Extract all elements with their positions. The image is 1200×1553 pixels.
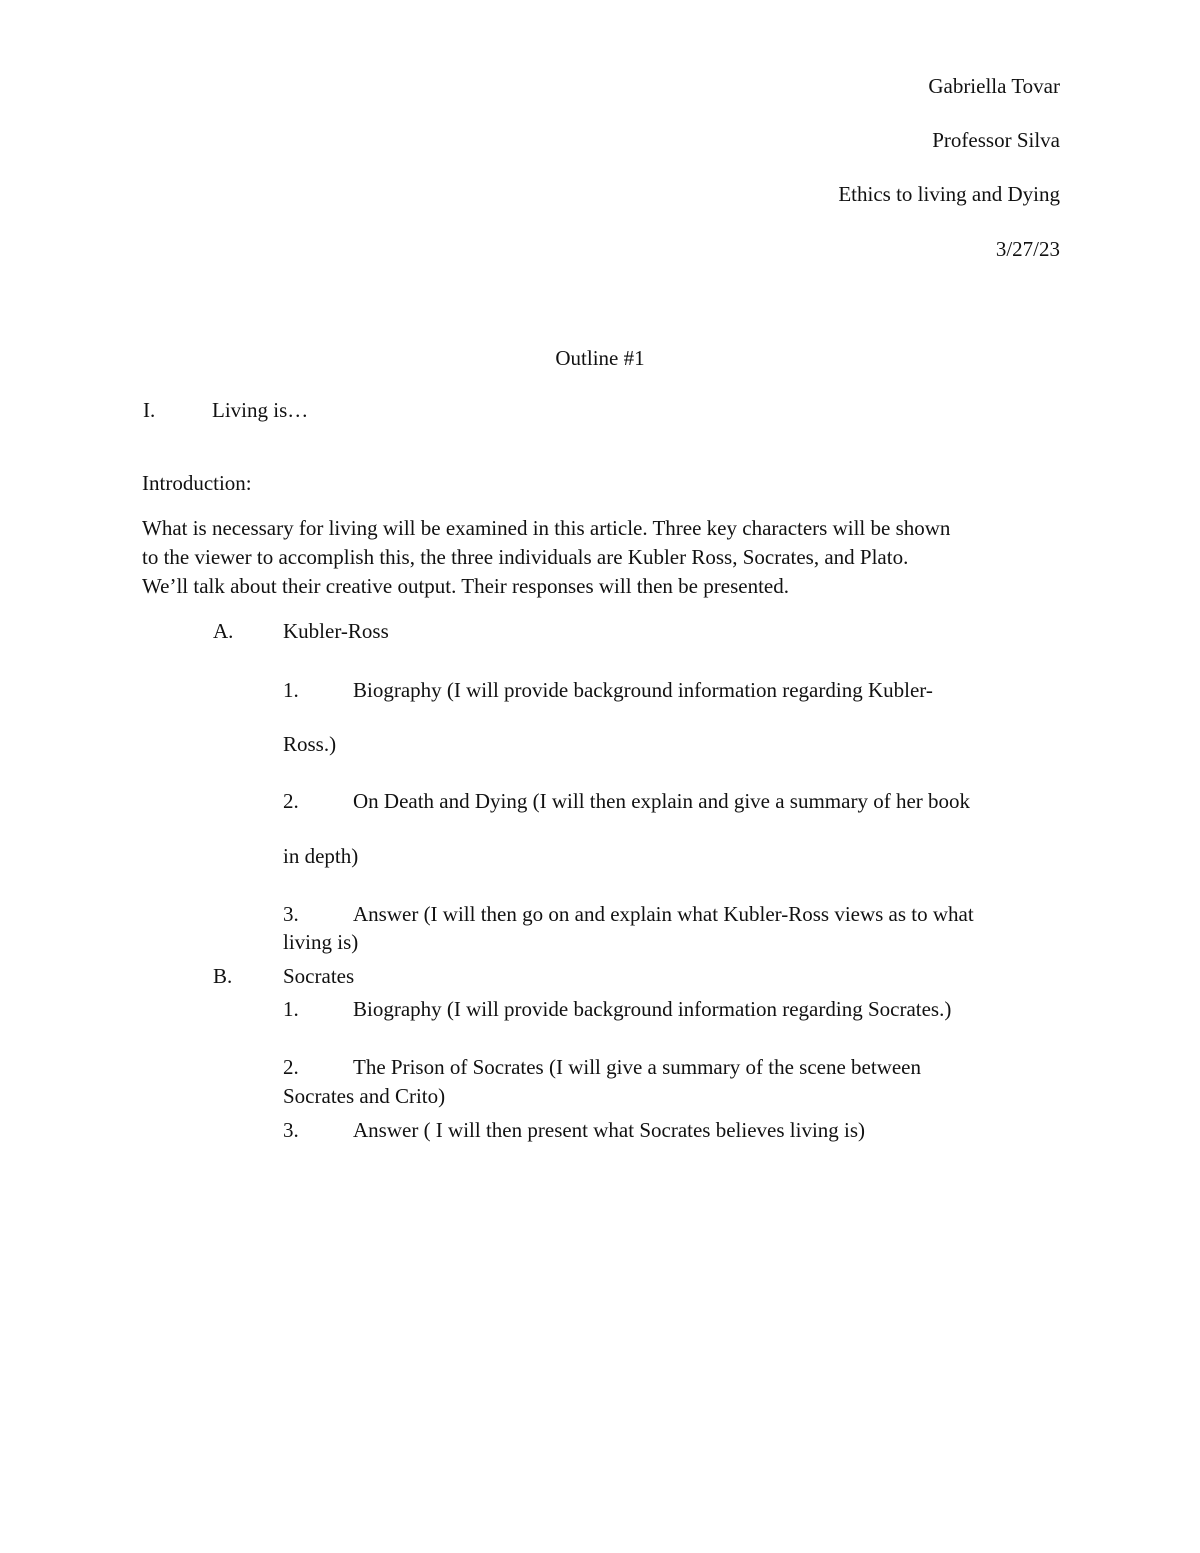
section-i-label: Living is… — [212, 398, 309, 422]
professor-name: Professor Silva — [932, 128, 1060, 152]
section-b-item-number: 2. — [283, 1055, 299, 1079]
section-a-item-text: Biography (I will provide background information regarding Kubler- — [353, 678, 933, 702]
section-a-item-number: 3. — [283, 902, 299, 926]
introduction-line: We’ll talk about their creative output. Their responses will then be presented. — [142, 574, 789, 598]
section-a-item-text: living is) — [283, 930, 359, 954]
section-a-item-text: Answer (I will then go on and explain what Kubler-Ross views as to what — [353, 902, 974, 926]
author-name: Gabriella Tovar — [928, 74, 1060, 98]
section-b-item-number: 1. — [283, 997, 299, 1021]
section-b-item-text: Biography (I will provide background information regarding Socrates.) — [353, 997, 952, 1021]
document-title: Outline #1 — [555, 346, 645, 370]
section-b-item-number: 3. — [283, 1118, 299, 1142]
section-a-label: Kubler-Ross — [283, 619, 389, 643]
introduction-line: to the viewer to accomplish this, the three individuals are Kubler Ross, Socrates, and Plato. — [142, 545, 909, 569]
section-b-item-text: Socrates and Crito) — [283, 1084, 446, 1108]
document-date: 3/27/23 — [995, 237, 1060, 261]
section-b-item-text: Answer ( I will then present what Socrates believes living is) — [353, 1118, 866, 1142]
section-b-letter: B. — [213, 964, 233, 988]
section-a-item-text: On Death and Dying (I will then explain and give a summary of her book — [353, 789, 971, 813]
section-b-item-text: The Prison of Socrates (I will give a summary of the scene between — [353, 1055, 921, 1079]
section-a-item-number: 2. — [283, 789, 299, 813]
introduction-heading: Introduction: — [142, 471, 252, 495]
section-b-label: Socrates — [283, 964, 355, 988]
section-a-item-text: Ross.) — [283, 732, 337, 756]
section-i-number: I. — [143, 398, 156, 422]
introduction-line: What is necessary for living will be examined in this article. Three key characters will be shown — [142, 516, 951, 540]
section-a-letter: A. — [213, 619, 234, 643]
section-a-item-number: 1. — [283, 678, 299, 702]
course-name: Ethics to living and Dying — [838, 182, 1060, 206]
section-a-item-text: in depth) — [283, 844, 359, 868]
